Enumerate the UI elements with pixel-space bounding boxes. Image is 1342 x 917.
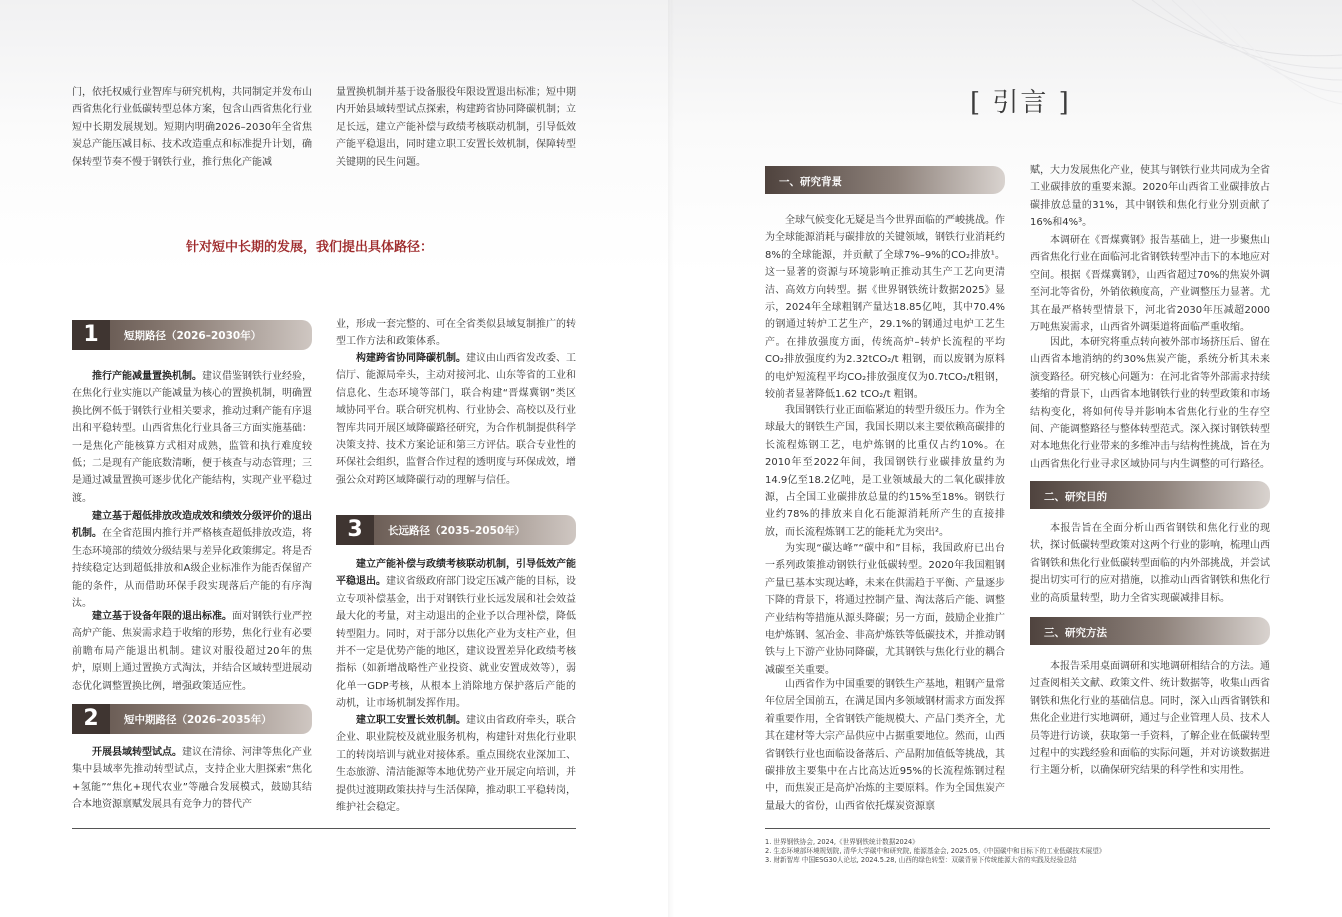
paragraph-lead: 推行产能减量置换机制。 — [92, 371, 202, 382]
footnote-3: 3. 财新智库 中国ESG30人论坛, 2024.5.28, 山西的绿色转型：双碳背景下传统能源大省的实践及经验总结 — [765, 856, 1077, 864]
preface-title: [ 引言 ] — [970, 88, 1071, 118]
intro-paragraph-col2: 量置换机制并基于设备服役年限设置退出标准；短中期内开始县域转型试点探索，构建跨省协同降碳机制；立足长远，建立产能补偿与政绩考核联动机制，引导低效产能平稳退出，同时建立职工安置长效机制，保障转型关键期的民生问题。 — [336, 87, 576, 168]
phase-3-number: 3 — [336, 515, 374, 545]
method-paragraph: 本报告采用桌面调研和实地调研相结合的方法。通过查阅相关文献、政策文件、统计数据等，收集山西省钢铁和焦化行业的基础信息。同时，深入山西省钢铁和焦化企业进行实地调研，通过与企业管理人员、技术人员等进行访谈，获取第一手资料，了解企业在低碳转型过程中的实践经验和面临的实际问题，并对访谈数据进行主题分析，以确保研究结果的科学性和实用性。 — [1030, 661, 1270, 777]
footnote-1: 1. 世界钢铁协会, 2024,《世界钢铁统计数据2024》 — [765, 838, 919, 846]
background-paragraph-5: 赋，大力发展焦化产业，使其与钢铁行业共同成为全省工业碳排放的重要来源。2020年山西省工业碳排放占碳排放总量的31%，其中钢铁和焦化行业分别贡献了16%和4%³。 — [1030, 165, 1270, 229]
background-paragraph-1: 全球气候变化无疑是当今世界面临的严峻挑战。作为全球能源消耗与碳排放的关键领域，钢铁行业消耗约8%的全球能源，并贡献了全球7%–9%的CO₂排放¹。这一显著的资源与环境影响正推动其生产工艺向更清洁、高效方向转型。据《世界钢铁统计数据2025》显示，2024年全球粗钢产量达18.85亿吨，其中70.4%的钢通过转炉工艺生产，29.1%的钢通过电炉工艺生产。在排放强度方面，传统高炉–转炉长流程的平均CO₂排放强度约为2.32tCO₂/t 粗钢，而以废钢为原料的电炉短流程平均CO₂排放强度仅为0.7tCO₂/t粗钢，较前者显著降低1.62 tCO₂/t 粗钢。 — [765, 215, 1005, 401]
section-1-header — [765, 166, 1005, 194]
purpose-paragraph: 本报告旨在全面分析山西省钢铁和焦化行业的现状，探讨低碳转型政策对这两个行业的影响，梳理山西省钢铁和焦化行业低碳转型面临的内外部挑战，并尝试提出切实可行的应对措施，以推动山西省钢铁和焦化行业的高质量转型，助力全省实现碳减排目标。 — [1030, 523, 1270, 604]
footnotes — [765, 838, 1270, 865]
paragraph-lead: 建立职工安置长效机制。 — [356, 715, 466, 726]
section-1-title: 一、研究背景 — [779, 176, 842, 188]
paragraph-equipment-age — [72, 608, 312, 695]
paragraph-capacity-compensation — [336, 556, 576, 713]
background-paragraph-6: 本调研在《晋煤冀钢》报告基础上，进一步聚焦山西省焦化行业在面临河北省钢铁转型冲击下的本地应对空间。根据《晋煤冀钢》，山西省超过70%的焦炭外调至河北等省份，外销依赖度高，产业调整压力显著。尤其在最严格转型情景下，河北省2030年压减超2000万吨焦炭需求，山西省外调渠道将面临严重收缩。 — [1030, 235, 1270, 334]
phase-1-title: 短期路径（2026–2030年） — [124, 330, 262, 342]
section-callout: 针对短中长期的发展，我们提出具体路径： — [186, 240, 434, 255]
paragraph-county-pilot — [72, 744, 312, 814]
background-paragraph-7: 因此，本研究将重点转向被外部市场挤压后、留在山西省本地消纳的约30%焦炭产能，系统分析其未来演变路径。研究核心问题为：在河北省等外部需求持续萎缩的背景下，山西省本地钢铁行业的转型政策和市场结构变化，将如何传导并影响本省焦化行业的生存空间、产能调整路径与整体转型范式。深入探讨钢铁转型对本地焦化行业带来的多维冲击与结构性挑战，旨在为山西省焦化行业寻求区域协同与内生调整的可行路径。 — [1030, 337, 1270, 470]
footnote-2: 2. 生态环境部环境规划院, 清华大学碳中和研究院, 能源基金会, 2025.05,《中国碳中和目标下的工业低碳技术展望》 — [765, 847, 1106, 855]
paragraph-body: 建议由省政府牵头，联合企业、职业院校及就业服务机构，构建针对焦化行业职工的转岗培训与就业对接体系。重点围绕农业深加工、生态旅游、清洁能源等本地优势产业开展定向培训，并提供过渡期政策扶持与生活保障，推动职工平稳转岗，维护社会稳定。 — [336, 715, 576, 814]
paragraph-continued: 业，形成一套完整的、可在全省类似县域复制推广的转型工作方法和政策体系。 — [336, 319, 576, 348]
paragraph-worker-placement — [336, 712, 576, 816]
background-paragraph-3: 为实现“碳达峰”“碳中和”目标，我国政府已出台一系列政策推动钢铁行业低碳转型。2020年我国粗钢产量已基本实现达峰，未来在供需趋于平衡、产量逐步下降的背景下，将通过控制产量、淘汰落后产能、调整产业结构等措施从源头降碳；另一方面，鼓励企业推广电炉炼钢、氢冶金、非高炉炼铁等低碳技术，并推动钢铁与上下游产业协同降碳，尤其钢铁与焦化行业的耦合减碳至关重要。 — [765, 543, 1005, 676]
phase-2-number: 2 — [72, 704, 110, 734]
section-2-header — [1030, 481, 1270, 509]
page-gutter — [668, 0, 674, 917]
paragraph-lead: 开展县域转型试点。 — [92, 747, 182, 758]
phase-1-header — [72, 320, 312, 350]
paragraph-body: 在全省范围内推行并严格核查超低排放改造，将生态环境部的绩效分级结果与差异化政策绑定。将是否持续稳定达到超低排放和A级企业标准作为能否保留产能的条件，从而借助环保手段实现落后产能的有序淘汰。 — [72, 528, 312, 610]
paragraph-lead: 构建跨省协同降碳机制。 — [356, 353, 466, 364]
paragraph-body: 建议省级政府部门设定压减产能的目标，设立专项补偿基金，出于对钢铁行业长远发展和社会效益最大化的考量，对主动退出的企业予以合理补偿，降低转型阻力。同时，对于部分以焦化产业为支柱产业，但并不一定是优势产能的地区，建议设置差异化政绩考核指标（如新增战略性产业投资、就业安置成效等），弱化单一GDP考核，从根本上消除地方保护落后产能的动机，让市场机制发挥作用。 — [336, 576, 576, 710]
phase-2-header — [72, 704, 312, 734]
paragraph-ultra-low-emission — [72, 508, 312, 612]
paragraph-lead: 建立基于超低排放改造成效和绩效分级评价的退出机制。 — [72, 511, 312, 540]
footnote-divider — [765, 828, 1270, 829]
decorative-wave — [1112, 0, 1342, 120]
paragraph-cross-province — [336, 350, 576, 489]
phase-3-header — [336, 515, 576, 545]
paragraph-body: 面对钢铁行业严控高炉产能、焦炭需求趋于收缩的形势，焦化行业有必要前瞻布局产能退出机制。建议对服役超过20年的焦炉，原则上通过置换方式淘汰，并结合区域转型进展动态优化调整置换比例，增强政策适应性。 — [72, 611, 312, 692]
section-2-title: 二、研究目的 — [1044, 491, 1107, 503]
paragraph-body: 建议借鉴钢铁行业经验，在焦化行业实施以产能减量为核心的置换机制，明确置换比例不低于钢铁行业相关要求，推动过剩产能有序退出和平稳转型。山西省焦化行业具备三方面实施基础：一是焦化产能核算方式相对成熟，监管和执行难度较低；二是现有产能底数清晰，便于核查与动态管理；三是通过减量置换可逐步优化产能结构，实现产业平稳过渡。 — [72, 371, 312, 504]
paragraph-lead: 建立基于设备年限的退出标准。 — [92, 611, 232, 622]
section-3-title: 三、研究方法 — [1044, 627, 1107, 639]
phase-2-title: 短中期路径（2026–2035年） — [124, 714, 272, 726]
intro-paragraph-col1: 门，依托权威行业智库与研究机构，共同制定并发布山西省焦化行业低碳转型总体方案，包含山西省焦化行业短中长期发展规划。短期内明确2026–2030年全省焦炭总产能压减目标、技术改造重点和标准提升计划，确保转型节奏不慢于钢铁行业，推行焦化产能减 — [72, 87, 312, 168]
paragraph-capacity-replacement — [72, 368, 312, 507]
paragraph-body: 建议由山西省发改委、工信厅、能源局牵头，主动对接河北、山东等省的工业和信息化、生态环境等部门，联合构建“晋煤冀钢”类区域协同平台。联合研究机构、行业协会、高校以及行业智库共同开展区域降碳路径研究，为合作机制提供科学决策支持、技术方案论证和第三方评估。联合专业性的环保社会组织，监督合作过程的透明度与环保成效，增强公众对跨区域降碳行动的理解与信任。 — [336, 353, 576, 486]
background-paragraph-2: 我国钢铁行业正面临紧迫的转型升级压力。作为全球最大的钢铁生产国，我国长期以来主要依赖高碳排的长流程炼钢工艺，电炉炼钢的比重仅占约10%。在2010年至2022年间，我国钢铁行业碳排放量约为14.9亿至18.2亿吨，是工业领域最大的二氧化碳排放源，占全国工业碳排放总量的约15%至18%。钢铁行业约78%的排放来自化石能源消耗所产生的直接排放，而长流程炼钢工艺的能耗尤为突出²。 — [765, 405, 1005, 538]
bottom-divider — [72, 828, 576, 829]
section-3-header — [1030, 617, 1270, 645]
phase-3-title: 长远路径（2035–2050年） — [388, 525, 526, 537]
phase-1-number: 1 — [72, 320, 110, 350]
background-paragraph-4: 山西省作为中国重要的钢铁生产基地，粗钢产量常年位居全国前五，在满足国内多领域钢材需求方面发挥着重要作用，全省钢铁产能规模大、产品门类齐全，尤其在建材等大宗产品供应中占据重要地位。然而，山西省钢铁行业也面临设备落后、产品附加值低等挑战，其碳排放主要集中在占比高达近95%的长流程炼钢过程中，而焦炭正是高炉冶炼的主要原料。作为全国焦炭产量最大的省份，山西省依托煤炭资源禀 — [765, 679, 1005, 812]
paragraph-lead: 建立产能补偿与政绩考核联动机制，引导低效产能平稳退出。 — [336, 559, 576, 588]
paragraph-body: 建议在清徐、河津等焦化产业集中县域率先推动转型试点，支持企业大胆探索“焦化+氢能”“焦化+现代农业”等融合发展模式，鼓励其结合本地资源禀赋发展具有竞争力的替代产 — [72, 747, 312, 811]
